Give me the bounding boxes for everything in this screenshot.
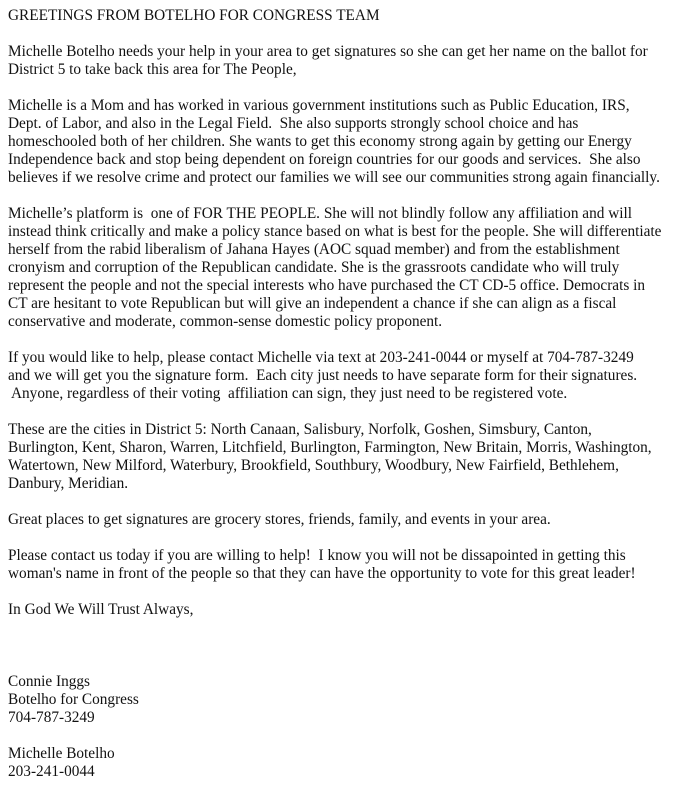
spacer xyxy=(8,637,692,673)
text-line: Great places to get signatures are grocery stores, friends, family, and events in your area. xyxy=(8,511,551,528)
title-text: GREETINGS FROM BOTELHO FOR CONGRESS TEAM xyxy=(8,7,380,24)
signer-name: Connie Inggs xyxy=(8,673,91,690)
text-line: District 5 to take back this area for The People, xyxy=(8,61,297,78)
signature-connie xyxy=(8,673,692,727)
paragraph xyxy=(8,511,692,529)
text-line: Danbury, Meridian. xyxy=(8,475,129,492)
text-line: In God We Will Trust Always, xyxy=(8,601,194,618)
text-line: CT are hesitant to vote Republican but will give an independent a chance if she can align as a fiscal xyxy=(8,295,617,312)
text-line: conservative and moderate, common-sense domestic policy proponent. xyxy=(8,313,443,330)
paragraph xyxy=(8,601,692,619)
paragraph xyxy=(8,43,692,79)
paragraph xyxy=(8,97,692,187)
text-line: homeschooled both of her children. She wants to get this economy strong again by getting our Energy xyxy=(8,133,632,150)
signer-name: Michelle Botelho xyxy=(8,745,115,762)
text-line: Dept. of Labor, and also in the Legal Field. She also supports strongly school choice and has xyxy=(8,115,579,132)
paragraph xyxy=(8,547,692,583)
letter-body xyxy=(8,43,692,619)
text-line: If you would like to help, please contact Michelle via text at 203-241-0044 or myself at 704-787-3249 xyxy=(8,349,634,366)
text-line: herself from the rabid liberalism of Jahana Hayes (AOC squad member) and from the establishment xyxy=(8,241,620,258)
text-line: woman's name in front of the people so that they can have the opportunity to vote for this great leader! xyxy=(8,565,636,582)
text-line: Michelle Botelho needs your help in your area to get signatures so she can get her name on the ballot for xyxy=(8,43,648,60)
text-line: and we will get you the signature form. Each city just needs to have separate form for their signatures. xyxy=(8,367,638,384)
text-line: Anyone, regardless of their voting affiliation can sign, they just need to be registered vote. xyxy=(8,385,568,402)
text-line: represent the people and not the special interests who have purchased the CT CD-5 office. Democrats in xyxy=(8,277,646,294)
signer-phone: 203-241-0044 xyxy=(8,763,95,780)
signer-phone: 704-787-3249 xyxy=(8,709,95,726)
text-line: Michelle is a Mom and has worked in various government institutions such as Public Education, IRS, xyxy=(8,97,630,114)
text-line: These are the cities in District 5: North Canaan, Salisbury, Norfolk, Goshen, Simsbury, Canton, xyxy=(8,421,592,438)
paragraph xyxy=(8,205,692,331)
signature-michelle xyxy=(8,745,692,781)
text-line: cronyism and corruption of the Republican candidate. She is the grassroots candidate who will truly xyxy=(8,259,620,276)
signer-org: Botelho for Congress xyxy=(8,691,139,708)
paragraph xyxy=(8,349,692,403)
text-line: Please contact us today if you are willing to help! I know you will not be dissapointed in getting this xyxy=(8,547,626,564)
letter-title xyxy=(8,7,692,25)
text-line: believes if we resolve crime and protect our families we will see our communities strong again financially. xyxy=(8,169,660,186)
text-line: Independence back and stop being dependent on foreign countries for our goods and services. She also xyxy=(8,151,641,168)
text-line: Michelle’s platform is one of FOR THE PEOPLE. She will not blindly follow any affiliation and will xyxy=(8,205,632,222)
text-line: Watertown, New Milford, Waterbury, Brookfield, Southbury, Woodbury, New Fairfield, Bethlehem, xyxy=(8,457,619,474)
paragraph xyxy=(8,421,692,493)
text-line: Burlington, Kent, Sharon, Warren, Litchfield, Burlington, Farmington, New Britain, Morris, Washington, xyxy=(8,439,652,456)
text-line: instead think critically and make a policy stance based on what is best for the people. She will differentiate xyxy=(8,223,662,240)
